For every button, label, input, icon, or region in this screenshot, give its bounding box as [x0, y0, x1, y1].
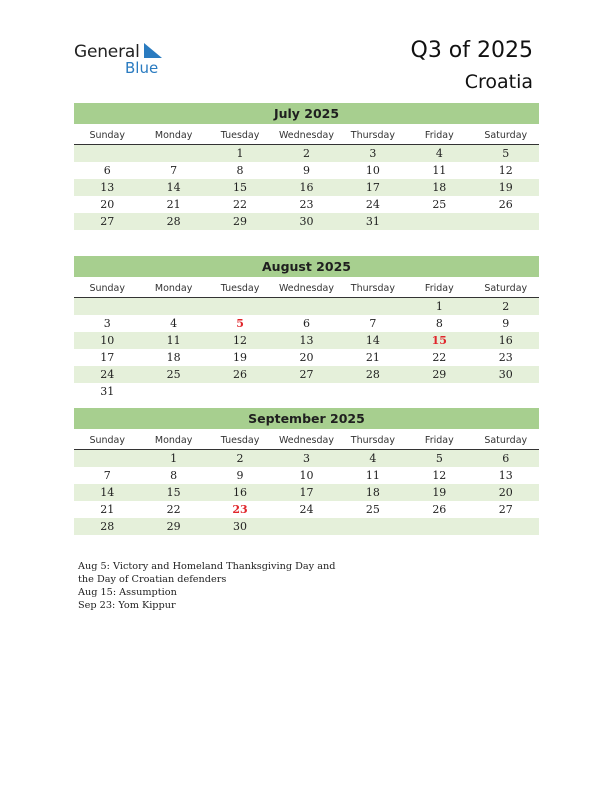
day-cell: 5 [435, 452, 443, 465]
country-name: Croatia [464, 71, 533, 93]
day-cell [74, 450, 140, 467]
month-title: September 2025 [74, 408, 539, 429]
day-cell: 15 [233, 181, 248, 194]
day-cell: 3 [302, 452, 310, 465]
day-cell: 1 [435, 300, 443, 313]
day-cell: 21 [166, 198, 181, 211]
day-cell: 25 [365, 503, 380, 516]
week-row [74, 518, 539, 535]
holiday-note: Aug 15: Assumption [78, 587, 177, 598]
day-cell [140, 383, 206, 400]
weekday-header [74, 280, 539, 298]
day-cell: 18 [166, 351, 181, 364]
day-cell: 9 [502, 317, 510, 330]
day-cell: 16 [498, 334, 513, 347]
day-cell [74, 298, 140, 315]
day-cell: 2 [236, 452, 244, 465]
page-title: Q3 of 2025 [410, 38, 533, 63]
day-cell [406, 518, 472, 535]
month-september [74, 408, 539, 535]
day-cell: 30 [233, 520, 248, 533]
day-cell: 10 [365, 164, 380, 177]
day-cell: 30 [498, 368, 513, 381]
day-cell: 23 [299, 198, 314, 211]
generalblue-logo [74, 42, 174, 78]
day-cell [273, 298, 339, 315]
day-cell: 17 [365, 181, 380, 194]
day-cell [140, 298, 206, 315]
logo-triangle-icon [142, 43, 162, 59]
day-cell: 2 [502, 300, 510, 313]
week-row [74, 484, 539, 501]
day-cell [406, 213, 472, 230]
weekday-label: Tuesday [220, 130, 260, 141]
weeks [74, 145, 539, 230]
day-cell: 21 [365, 351, 380, 364]
holiday-note: the Day of Croatian defenders [78, 574, 227, 585]
week-row [74, 145, 539, 162]
month-august [74, 256, 539, 400]
week-row [74, 383, 539, 400]
holiday-notes [78, 560, 335, 612]
day-cell: 19 [233, 351, 248, 364]
weekday-label: Thursday [350, 435, 395, 446]
day-cell: 20 [498, 486, 513, 499]
week-row [74, 450, 539, 467]
day-cell: 11 [365, 469, 380, 482]
day-cell [406, 383, 472, 400]
holiday-day-cell: 23 [232, 503, 248, 516]
day-cell: 13 [100, 181, 115, 194]
day-cell [340, 383, 406, 400]
week-row [74, 366, 539, 383]
day-cell: 15 [166, 486, 181, 499]
day-cell [207, 298, 273, 315]
day-cell: 22 [233, 198, 248, 211]
day-cell [273, 383, 339, 400]
logo-text-general: General [74, 42, 140, 62]
day-cell: 29 [432, 368, 447, 381]
weekday-label: Saturday [484, 130, 528, 141]
weekday-label: Friday [424, 435, 454, 446]
day-cell: 3 [369, 147, 377, 160]
day-cell: 30 [299, 215, 314, 228]
week-row [74, 315, 539, 332]
day-cell: 22 [166, 503, 181, 516]
day-cell: 26 [233, 368, 248, 381]
day-cell: 14 [365, 334, 380, 347]
day-cell: 12 [498, 164, 513, 177]
week-row [74, 501, 539, 518]
month-title: July 2025 [74, 103, 539, 124]
day-cell: 18 [365, 486, 380, 499]
day-cell [140, 145, 206, 162]
day-cell [473, 383, 539, 400]
day-cell: 23 [498, 351, 513, 364]
day-cell: 13 [299, 334, 314, 347]
day-cell [340, 298, 406, 315]
day-cell: 28 [166, 215, 181, 228]
logo-text-blue: Blue [125, 59, 159, 77]
weekday-label: Monday [154, 130, 193, 141]
day-cell: 11 [166, 334, 181, 347]
day-cell: 24 [100, 368, 115, 381]
day-cell: 31 [100, 385, 115, 398]
day-cell: 1 [236, 147, 244, 160]
weeks [74, 450, 539, 535]
week-row [74, 179, 539, 196]
weekday-label: Sunday [89, 435, 125, 446]
day-cell: 8 [170, 469, 178, 482]
weekday-label: Wednesday [278, 130, 334, 141]
day-cell: 9 [236, 469, 244, 482]
month-july [74, 103, 539, 230]
weekday-label: Sunday [89, 283, 125, 294]
day-cell: 28 [100, 520, 115, 533]
day-cell: 19 [432, 486, 447, 499]
week-row [74, 196, 539, 213]
day-cell: 17 [299, 486, 314, 499]
day-cell: 27 [100, 215, 115, 228]
day-cell: 7 [170, 164, 178, 177]
weekday-label: Saturday [484, 283, 528, 294]
holiday-note: Aug 5: Victory and Homeland Thanksgiving Day and [78, 561, 336, 572]
day-cell: 21 [100, 503, 115, 516]
day-cell: 7 [103, 469, 111, 482]
day-cell: 2 [302, 147, 310, 160]
day-cell: 4 [369, 452, 377, 465]
day-cell: 6 [302, 317, 310, 330]
day-cell: 16 [299, 181, 314, 194]
week-row [74, 298, 539, 315]
day-cell: 8 [435, 317, 443, 330]
day-cell: 25 [432, 198, 447, 211]
day-cell: 19 [498, 181, 513, 194]
day-cell: 20 [299, 351, 314, 364]
day-cell: 12 [233, 334, 248, 347]
weekday-label: Sunday [89, 130, 125, 141]
weekday-label: Wednesday [278, 283, 334, 294]
holiday-day-cell: 15 [431, 334, 447, 347]
day-cell [74, 145, 140, 162]
day-cell: 26 [498, 198, 513, 211]
weekday-label: Saturday [484, 435, 528, 446]
day-cell [207, 383, 273, 400]
weekday-label: Thursday [350, 283, 395, 294]
day-cell [273, 518, 339, 535]
day-cell [473, 518, 539, 535]
day-cell: 27 [498, 503, 513, 516]
day-cell: 10 [100, 334, 115, 347]
day-cell: 10 [299, 469, 314, 482]
day-cell [340, 518, 406, 535]
weekday-label: Monday [154, 435, 193, 446]
week-row [74, 332, 539, 349]
weekday-label: Friday [424, 130, 454, 141]
day-cell: 8 [236, 164, 244, 177]
day-cell: 9 [302, 164, 310, 177]
day-cell: 31 [365, 215, 380, 228]
day-cell: 14 [166, 181, 181, 194]
day-cell: 4 [170, 317, 178, 330]
week-row [74, 467, 539, 484]
day-cell: 20 [100, 198, 115, 211]
day-cell: 14 [100, 486, 115, 499]
day-cell: 27 [299, 368, 314, 381]
weekday-label: Monday [154, 283, 193, 294]
day-cell: 11 [432, 164, 447, 177]
day-cell: 26 [432, 503, 447, 516]
day-cell: 7 [369, 317, 377, 330]
weekday-header [74, 127, 539, 145]
day-cell: 24 [299, 503, 314, 516]
day-cell: 24 [365, 198, 380, 211]
day-cell: 3 [103, 317, 111, 330]
day-cell: 4 [435, 147, 443, 160]
day-cell: 29 [166, 520, 181, 533]
day-cell: 1 [170, 452, 178, 465]
weekday-label: Thursday [350, 130, 395, 141]
day-cell: 28 [365, 368, 380, 381]
day-cell: 6 [502, 452, 510, 465]
day-cell: 22 [432, 351, 447, 364]
day-cell: 12 [432, 469, 447, 482]
holiday-note: Sep 23: Yom Kippur [78, 600, 176, 611]
day-cell: 5 [502, 147, 510, 160]
weekday-label: Friday [424, 283, 454, 294]
day-cell: 29 [233, 215, 248, 228]
week-row [74, 213, 539, 230]
day-cell: 17 [100, 351, 115, 364]
day-cell [473, 213, 539, 230]
weekday-label: Tuesday [220, 283, 260, 294]
holiday-day-cell: 5 [236, 317, 244, 330]
month-title: August 2025 [74, 256, 539, 277]
week-row [74, 349, 539, 366]
weeks [74, 298, 539, 400]
day-cell: 18 [432, 181, 447, 194]
weekday-header [74, 432, 539, 450]
weekday-label: Tuesday [220, 435, 260, 446]
day-cell: 16 [233, 486, 248, 499]
day-cell: 6 [103, 164, 111, 177]
day-cell: 13 [498, 469, 513, 482]
weekday-label: Wednesday [278, 435, 334, 446]
week-row [74, 162, 539, 179]
day-cell: 25 [166, 368, 181, 381]
